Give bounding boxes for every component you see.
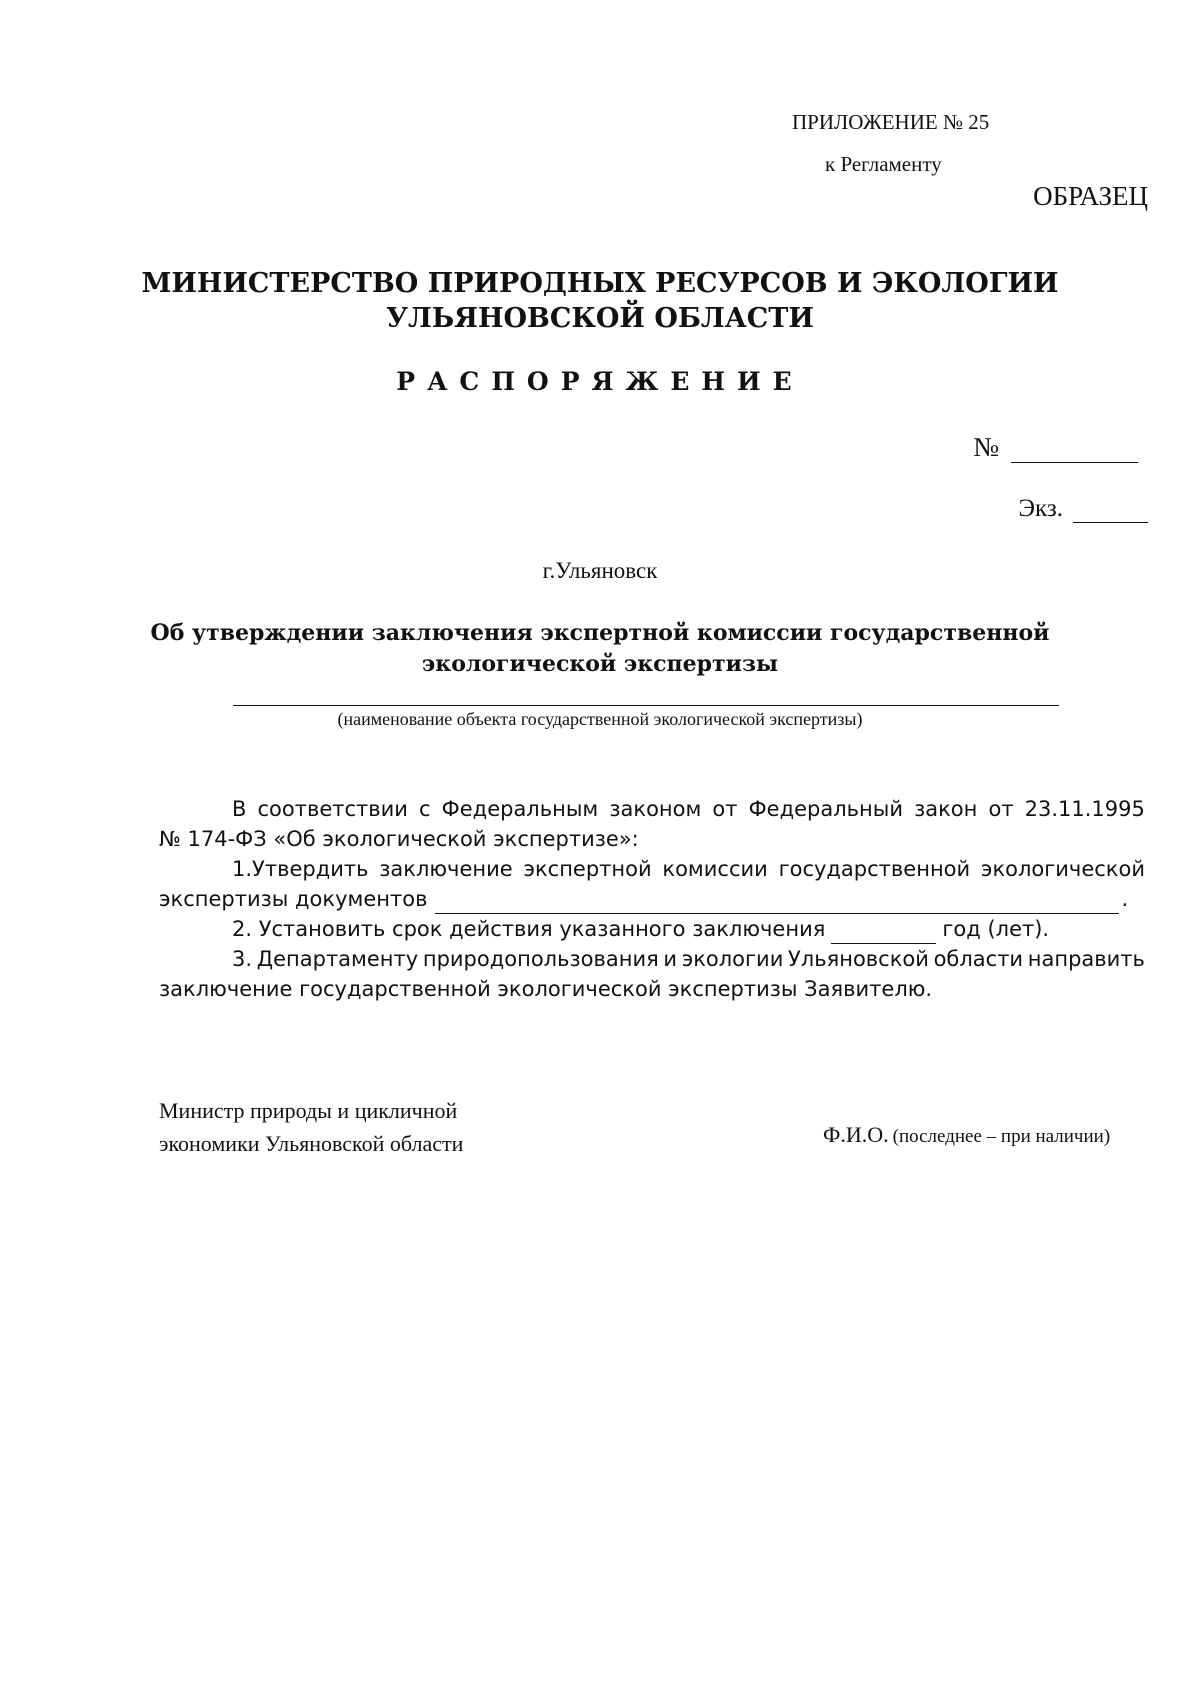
word: 3.: [232, 947, 253, 971]
word: экологической: [980, 857, 1145, 881]
ministry-name-line1: МИНИСТЕРСТВО ПРИРОДНЫХ РЕСУРСОВ И ЭКОЛОГИИ: [141, 268, 1059, 299]
item-1-end: .: [1121, 887, 1129, 911]
item-2-end: год (лет).: [942, 917, 1050, 941]
word: природопользования: [422, 947, 659, 971]
item-1-line1: [159, 854, 1145, 884]
order-number-label: №: [973, 432, 999, 462]
word: 23.11.1995: [1024, 797, 1145, 821]
order-subject: [0, 618, 1200, 680]
signatory-name-text: Ф.И.О.: [823, 1122, 889, 1147]
word: Департаменту: [256, 947, 419, 971]
ministry-name: [0, 266, 1200, 336]
signatory-name: [823, 1122, 1110, 1148]
word: соответствии: [257, 797, 408, 821]
order-number: [973, 432, 1138, 463]
word: и: [663, 947, 678, 971]
intro-line1: [159, 794, 1145, 824]
sample-mark: ОБРАЗЕЦ: [1033, 181, 1148, 211]
documents-blank: [435, 891, 1119, 914]
signatory-name-note: (последнее – при наличии): [892, 1126, 1111, 1147]
term-blank: [831, 921, 936, 944]
item-2: [159, 914, 1145, 944]
intro-paragraph: [159, 794, 1145, 854]
word: закон: [914, 797, 978, 821]
word: 1.Утвердить: [232, 857, 369, 881]
object-name-caption: (наименование объекта государственной экологической экспертизы): [337, 709, 863, 729]
word: Федеральным: [441, 797, 599, 821]
word: от: [988, 797, 1014, 821]
order-number-blank: [1011, 434, 1138, 463]
item-3: [159, 944, 1145, 1004]
word: с: [419, 797, 431, 821]
word: Федеральный: [748, 797, 903, 821]
word: В: [232, 797, 247, 821]
signatory-position-line2: экономики Ульяновской области: [159, 1131, 464, 1156]
signatory-position: [159, 1094, 463, 1160]
item-1-line2: [159, 884, 1145, 914]
copy-number: [1019, 495, 1148, 523]
object-name-blank: [233, 705, 1059, 706]
word: заключение: [379, 857, 513, 881]
item-3-line2: заключение государственной экологической экспертизы Заявителю.: [159, 977, 933, 1001]
order-title: РАСПОРЯЖЕНИЕ: [396, 367, 804, 396]
order-subject-line2: экологической экспертизы: [421, 651, 779, 677]
order-subject-line1: Об утверждении заключения экспертной комиссии государственной: [150, 620, 1050, 646]
ministry-name-line2: УЛЬЯНОВСКОЙ ОБЛАСТИ: [386, 303, 814, 334]
item-3-line1: [159, 944, 1145, 974]
city: г.Ульяновск: [542, 558, 658, 583]
word: экспертной: [523, 857, 652, 881]
word: экологии: [681, 947, 784, 971]
annex-subtitle: к Регламенту: [825, 152, 942, 176]
word: законом: [609, 797, 702, 821]
copy-number-label: Экз.: [1018, 495, 1063, 522]
word: области: [933, 947, 1024, 971]
word: государственной: [778, 857, 971, 881]
item-2-text: 2. Установить срок действия указанного заключения: [232, 917, 826, 941]
item-1-line2-text: экспертизы документов: [159, 887, 428, 911]
word: от: [712, 797, 738, 821]
intro-line2: № 174-ФЗ «Об экологической экспертизе»:: [159, 827, 639, 851]
word: направить: [1027, 947, 1145, 971]
annex-title: ПРИЛОЖЕНИЕ № 25: [792, 110, 990, 134]
copy-number-blank: [1073, 496, 1148, 523]
signatory-position-line1: Министр природы и цикличной: [159, 1098, 458, 1123]
word: комиссии: [662, 857, 768, 881]
word: Ульяновской: [788, 947, 929, 971]
item-1: [159, 854, 1145, 914]
